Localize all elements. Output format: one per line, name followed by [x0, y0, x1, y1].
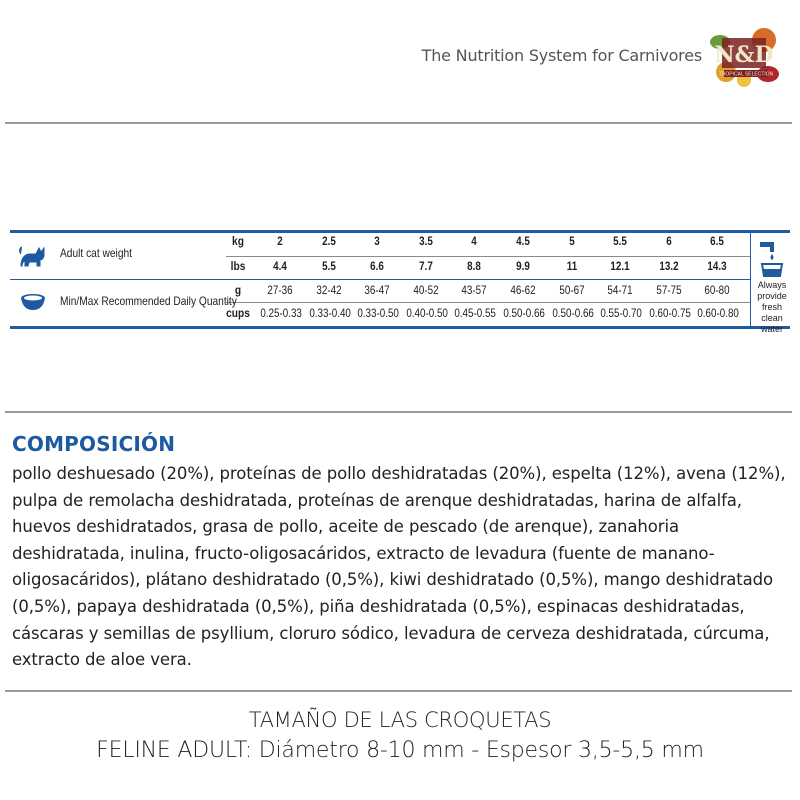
weight-label: Adult cat weight: [60, 246, 133, 260]
cell-lbs: 7.7: [418, 259, 433, 273]
cell-lbs: 4.4: [273, 259, 287, 273]
cell-grams: 36-47: [364, 283, 390, 297]
cell-cups: 0.33-0.50: [357, 306, 400, 320]
cell-lbs: 8.8: [467, 259, 482, 273]
cell-grams: 57-75: [656, 283, 682, 297]
cell-lbs: 12.1: [610, 259, 630, 273]
cell-cups: 0.40-0.50: [406, 306, 448, 320]
cell-lbs: 13.2: [659, 259, 679, 273]
cell-grams: 43-57: [461, 283, 487, 297]
cell-lbs: 6.6: [370, 259, 385, 273]
water-tap-icon: [754, 238, 784, 278]
cell-grams: 54-71: [607, 283, 633, 297]
cat-icon: [18, 242, 48, 268]
cell-cups: 0.25-0.33: [260, 306, 302, 320]
tagline: The Nutrition System for Carnivores: [421, 46, 702, 65]
cell-grams: 40-52: [413, 283, 439, 297]
composition-title: COMPOSICIÓN: [12, 432, 176, 456]
cell-kg: 3.5: [418, 234, 433, 248]
kibble-size-detail: FELINE ADULT: Diámetro 8-10 mm - Espesor 3,5-5,5 mm: [96, 738, 704, 763]
unit-cups: cups: [226, 306, 250, 320]
cell-kg: 5: [568, 234, 575, 248]
cell-grams: 46-62: [510, 283, 536, 297]
cell-grams: 50-67: [558, 283, 585, 297]
cell-grams: 27-36: [267, 283, 293, 297]
cell-lbs: 11: [566, 259, 577, 273]
cell-kg: 2: [277, 234, 283, 248]
cell-cups: 0.45-0.55: [454, 306, 497, 320]
unit-lbs: lbs: [230, 259, 246, 273]
cell-cups: 0.60-0.75: [649, 306, 691, 320]
composition-text: pollo deshuesado (20%), proteínas de pollo deshidratadas (20%), espelta (12%), avena (12%), pulpa de remolacha deshidratada, proteínas de arenque deshidratadas, harina de alfalfa, huevos deshidratados, grasa de pollo, aceite de pescado (de arenque), zanahoria deshidratada, inulina, fructo-oligosacáridos, extracto de levadura (fuente de manano-oligosacáridos), plátano deshidratado (0,5%), kiwi deshidratado (0,5%), mango deshidratado (0,5%), papaya deshidratada (0,5%), piña deshidratada (0,5%), espinacas deshidratadas, cáscaras y semillas de psyllium, cloruro sódico, levadura de cerveza deshidratada, cúrcuma, extracto de aloe vera.: [12, 464, 786, 670]
cell-lbs: 14.3: [707, 259, 727, 273]
unit-g: g: [234, 283, 242, 297]
divider-top: [5, 122, 792, 124]
cell-kg: 6.5: [710, 234, 725, 248]
svg-text:N&D: N&D: [714, 42, 774, 68]
kibble-size-title: TAMAÑO DE LAS CROQUETAS: [248, 708, 552, 732]
cell-grams: 32-42: [315, 283, 342, 297]
cell-kg: 4.5: [516, 234, 530, 248]
divider-middle: [5, 411, 792, 413]
feeding-table: [10, 230, 790, 334]
cell-grams: 60-80: [704, 283, 730, 297]
cell-kg: 6: [666, 234, 672, 248]
cell-cups: 0.50-0.66: [551, 306, 594, 320]
quantity-label: Min/Max Recommended Daily Quantity: [60, 294, 237, 308]
water-note: Always provide fresh clean water: [757, 280, 787, 334]
cell-cups: 0.60-0.80: [697, 306, 740, 320]
cell-lbs: 5.5: [321, 259, 336, 273]
bowl-icon: [18, 292, 48, 312]
cell-kg: 4: [471, 234, 478, 248]
cell-kg: 2.5: [321, 234, 336, 248]
cell-cups: 0.33-0.40: [308, 306, 351, 320]
cell-kg: 5.5: [613, 234, 628, 248]
brand-logo: [704, 20, 782, 90]
svg-text:TROPICAL SELECTION: TROPICAL SELECTION: [718, 71, 774, 78]
unit-kg: kg: [232, 234, 244, 248]
cell-lbs: 9.9: [516, 259, 530, 273]
cell-cups: 0.55-0.70: [600, 306, 643, 320]
cell-cups: 0.50-0.66: [503, 306, 545, 320]
divider-bottom: [5, 690, 792, 692]
cell-kg: 3: [374, 234, 380, 248]
